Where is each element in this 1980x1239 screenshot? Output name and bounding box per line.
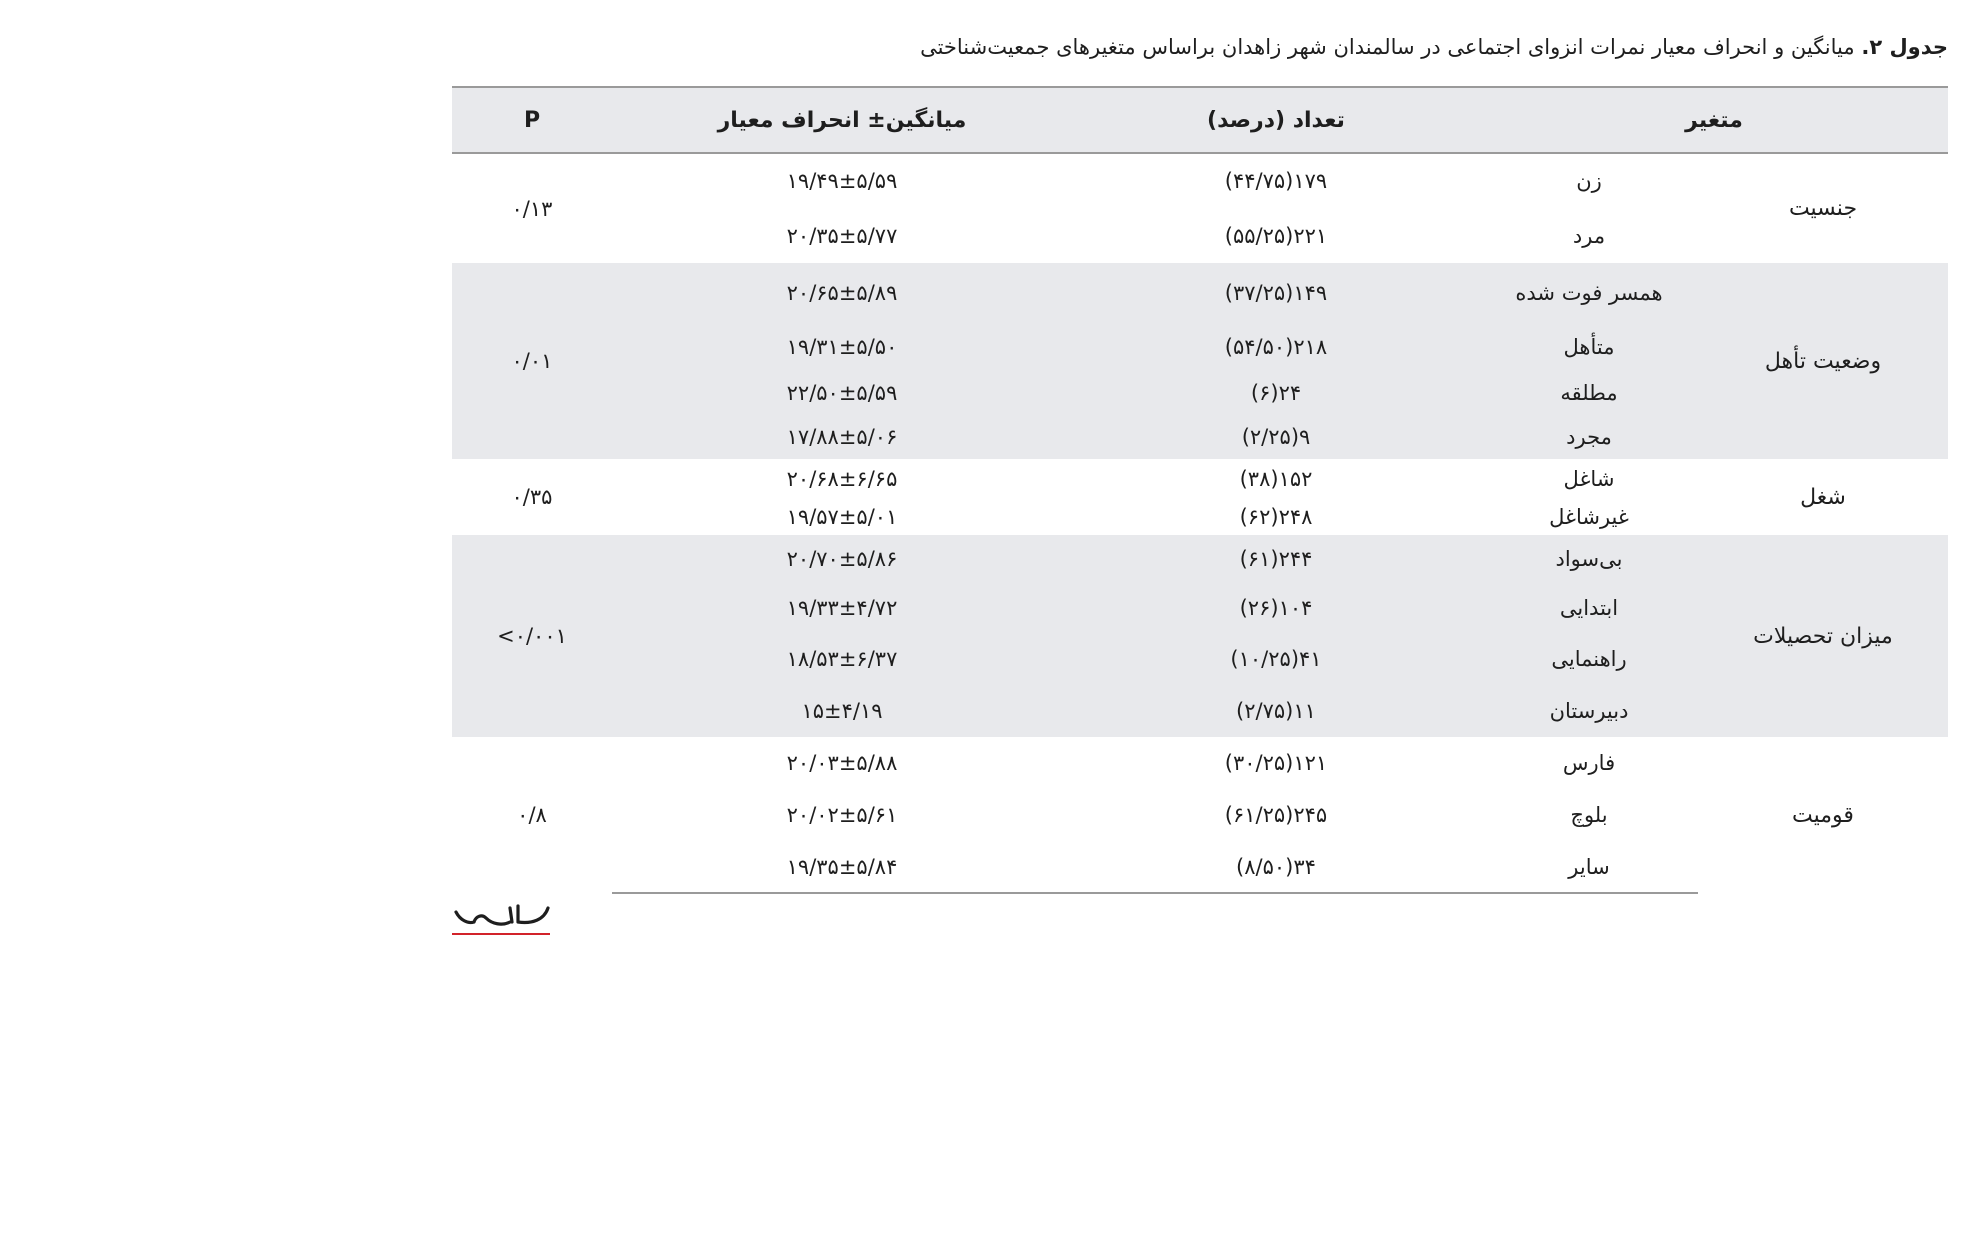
mean-sd-cell: ۱۹/۳۱±۵/۵۰ bbox=[612, 323, 1072, 371]
variable-cell: قومیت bbox=[1792, 802, 1854, 828]
count-cell: ۱۵۲(۳۸) bbox=[1239, 467, 1313, 491]
count-cell: ۹(۲/۲۵) bbox=[1072, 415, 1480, 459]
count-cell: ۲۱۸(۵۴/۵۰) bbox=[1072, 323, 1480, 371]
count-cell: ۲۴(۶) bbox=[1072, 371, 1480, 415]
table-row bbox=[452, 737, 1948, 789]
mean-sd-cell: ۲۰/۰۳±۵/۸۸ bbox=[786, 751, 898, 775]
header-count: تعداد (درصد) bbox=[1072, 87, 1480, 153]
table-header-row bbox=[452, 87, 1948, 153]
variable-cell: شغل bbox=[1800, 484, 1846, 510]
category-cell: ابتدایی bbox=[1480, 583, 1698, 633]
p-value-cell: ۰/۰۱ bbox=[452, 263, 612, 459]
p-value-cell: <۰/۰۰۱ bbox=[452, 535, 612, 737]
mean-sd-cell: ۲۲/۵۰±۵/۵۹ bbox=[612, 371, 1072, 415]
header-variable: متغیر bbox=[1480, 87, 1948, 153]
logo-underline bbox=[452, 933, 550, 935]
count-cell: ۲۴۸(۶۲) bbox=[1239, 505, 1313, 529]
count-cell: ۳۴(۸/۵۰) bbox=[1072, 841, 1480, 893]
logo-calligraphy bbox=[456, 906, 548, 924]
category-cell: شاغل bbox=[1563, 467, 1615, 491]
category-cell: راهنمایی bbox=[1480, 633, 1698, 685]
count-cell: ۲۴۴(۶۱) bbox=[1072, 535, 1480, 583]
category-cell: بلوچ bbox=[1570, 803, 1608, 827]
caption-text: میانگین و انحراف معیار نمرات انزوای اجتماعی در سالمندان شهر زاهدان براساس متغیرهای جمعیت‌شناختی bbox=[920, 35, 1855, 59]
mean-sd-cell: ۱۹/۴۹±۵/۵۹ bbox=[786, 169, 898, 193]
mean-sd-cell: ۱۷/۸۸±۵/۰۶ bbox=[612, 415, 1072, 459]
mean-sd-cell: ۲۰/۶۵±۵/۸۹ bbox=[612, 263, 1072, 323]
mean-sd-cell: ۱۸/۵۳±۶/۳۷ bbox=[612, 633, 1072, 685]
mean-sd-cell: ۲۰/۰۲±۵/۶۱ bbox=[786, 803, 898, 827]
count-cell: ۱۰۴(۲۶) bbox=[1072, 583, 1480, 633]
salmand-logo bbox=[452, 898, 552, 938]
header-mean-sd: میانگین± انحراف معیار bbox=[612, 87, 1072, 153]
count-cell: ۱۴۹(۳۷/۲۵) bbox=[1072, 263, 1480, 323]
mean-sd-cell: ۲۰/۷۰±۵/۸۶ bbox=[612, 535, 1072, 583]
category-cell: مجرد bbox=[1480, 415, 1698, 459]
count-cell: ۲۴۵(۶۱/۲۵) bbox=[1224, 803, 1328, 827]
category-cell: مرد bbox=[1572, 223, 1606, 248]
p-value-cell: ۰/۱۳ bbox=[511, 196, 553, 221]
category-cell: همسر فوت شده bbox=[1480, 263, 1698, 323]
mean-sd-cell: ۱۵±۴/۱۹ bbox=[612, 685, 1072, 737]
table-row bbox=[452, 535, 1948, 583]
count-cell: ۱۷۹(۴۴/۷۵) bbox=[1224, 169, 1328, 193]
mean-sd-cell: ۱۹/۳۳±۴/۷۲ bbox=[612, 583, 1072, 633]
mean-sd-cell: ۲۰/۶۸±۶/۶۵ bbox=[786, 467, 898, 491]
count-cell: ۲۲۱(۵۵/۲۵) bbox=[1224, 223, 1328, 248]
header-p: P bbox=[452, 87, 612, 153]
category-cell: زن bbox=[1576, 169, 1602, 193]
demographics-table bbox=[452, 86, 1948, 894]
table-row bbox=[452, 153, 1948, 208]
category-cell: بی‌سواد bbox=[1480, 535, 1698, 583]
count-cell: ۱۱(۲/۷۵) bbox=[1072, 685, 1480, 737]
mean-sd-cell: ۱۹/۳۵±۵/۸۴ bbox=[612, 841, 1072, 893]
p-value-cell: ۰/۳۵ bbox=[511, 485, 553, 509]
variable-cell: میزان تحصیلات bbox=[1698, 535, 1948, 737]
mean-sd-cell: ۲۰/۳۵±۵/۷۷ bbox=[786, 223, 898, 248]
mean-sd-cell: ۱۹/۵۷±۵/۰۱ bbox=[786, 505, 898, 529]
category-cell: غیرشاغل bbox=[1549, 505, 1629, 529]
table-caption bbox=[448, 32, 1948, 62]
caption-label: جدول ۲. bbox=[1861, 35, 1948, 59]
p-value-cell: ۰/۸ bbox=[517, 803, 547, 827]
table-row bbox=[452, 263, 1948, 323]
category-cell: فارس bbox=[1562, 751, 1616, 775]
category-cell: مطلقه bbox=[1480, 371, 1698, 415]
table-row bbox=[452, 459, 1948, 499]
variable-cell: وضعیت تأهل bbox=[1698, 263, 1948, 459]
category-cell: متأهل bbox=[1480, 323, 1698, 371]
variable-cell: جنسیت bbox=[1788, 196, 1858, 221]
count-cell: ۴۱(۱۰/۲۵) bbox=[1072, 633, 1480, 685]
category-cell: سایر bbox=[1480, 841, 1698, 893]
count-cell: ۱۲۱(۳۰/۲۵) bbox=[1224, 751, 1328, 775]
demographics-table-container bbox=[452, 86, 1948, 894]
category-cell: دبیرستان bbox=[1480, 685, 1698, 737]
